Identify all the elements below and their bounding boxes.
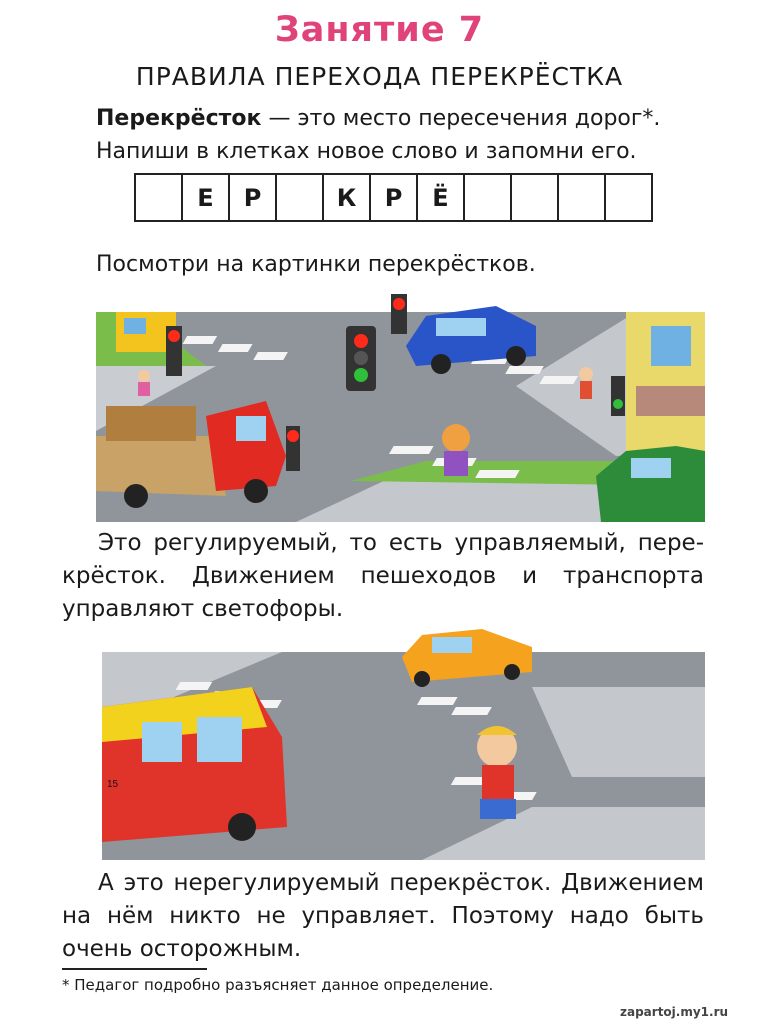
unregulated-text-line: на нём никто не управляет. Поэтому надо быть — [62, 903, 704, 929]
unregulated-text-line: А это нерегулируемый перекрёсток. Движением — [98, 870, 704, 896]
red-truck — [96, 401, 286, 508]
pedestrian-child — [138, 370, 150, 396]
regulated-text-line: Это регулируемый, то есть управляемый, пере- — [98, 530, 704, 556]
definition-term: Перекрёсток — [96, 106, 262, 131]
unregulated-intersection-illustration — [102, 627, 705, 860]
letter-cell[interactable]: Ё — [418, 175, 465, 220]
regulated-text-line: управляют светофоры. — [62, 596, 344, 622]
instruction: Напиши в клетках новое слово и запомни его. — [96, 139, 637, 164]
lesson-title: Занятие 7 — [274, 10, 485, 50]
footnote: * Педагог подробно разъясняет данное определение. — [62, 976, 494, 994]
letter-cell[interactable]: Р — [371, 175, 418, 220]
definition-text: — это место пересечения дорог*. — [261, 106, 661, 131]
letter-grid — [134, 173, 653, 222]
letter-cell[interactable]: Р — [230, 175, 277, 220]
pedestrian-boy — [579, 367, 593, 399]
watermark: zapartoj.my1.ru — [620, 1005, 729, 1019]
regulated-intersection-illustration — [96, 286, 705, 522]
letter-cell[interactable] — [512, 175, 559, 220]
letter-cell[interactable] — [136, 175, 183, 220]
letter-cell[interactable]: Е — [183, 175, 230, 220]
footnote-divider — [62, 968, 207, 970]
regulated-text-line: крёсток. Движением пешеходов и транспорта — [62, 563, 704, 589]
look-prompt: Посмотри на картинки перекрёстков. — [96, 252, 536, 277]
pedestrian-boy — [477, 726, 517, 819]
section-heading: ПРАВИЛА ПЕРЕХОДА ПЕРЕКРЁСТКА — [135, 62, 624, 91]
letter-cell[interactable] — [559, 175, 606, 220]
definition — [96, 106, 660, 131]
letter-cell[interactable] — [277, 175, 324, 220]
unregulated-text-line: очень осторожным. — [62, 936, 302, 962]
letter-cell[interactable]: К — [324, 175, 371, 220]
bus-number: 15 — [107, 779, 119, 790]
letter-cell[interactable] — [606, 175, 653, 220]
letter-cell[interactable] — [465, 175, 512, 220]
red-bus — [102, 687, 287, 842]
